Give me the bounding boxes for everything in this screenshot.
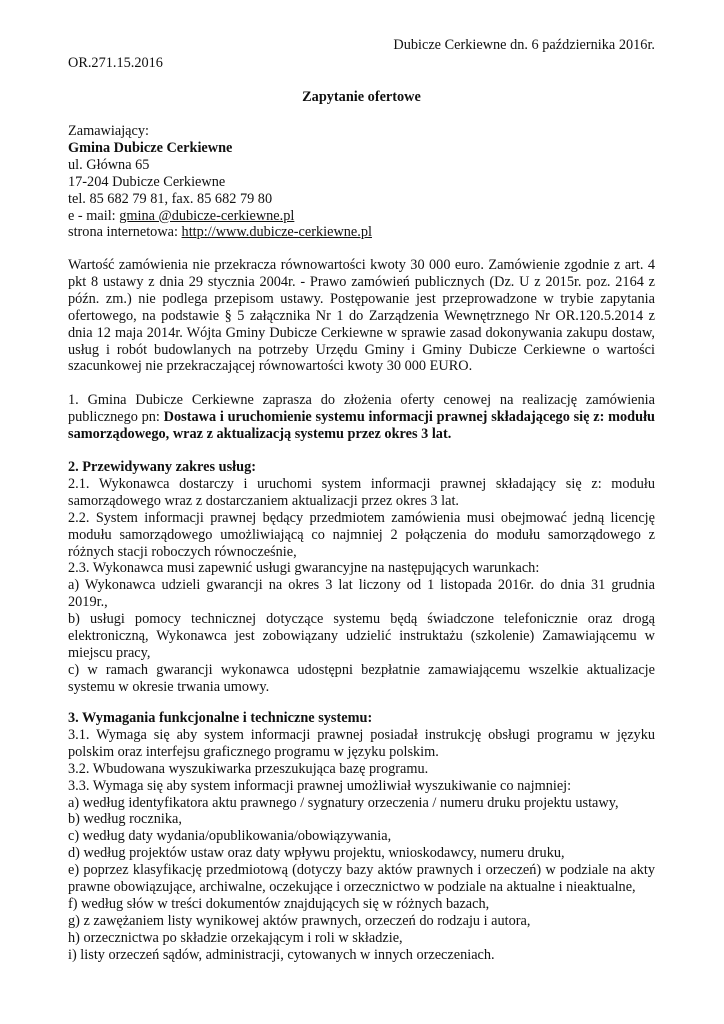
section-1-subject: Dostawa i uruchomienie systemu informacji prawnej składającego się z: modułu samorządowego, wraz z aktualizacją systemu przez okres 3 lat. — [68, 408, 655, 442]
section-1-paragraph — [68, 392, 655, 443]
ordering-party-phone-fax: tel. 85 682 79 81, fax. 85 682 79 80 — [68, 190, 273, 207]
section-1 — [68, 392, 655, 443]
document-page — [68, 0, 655, 1024]
value-paragraph: Wartość zamówienia nie przekracza równowartości kwoty 30 000 euro. Zamówienie zgodnie z art. 4 pkt 8 ustawy z dnia 29 stycznia 2004r. - Prawo zamówień publicznych (Dz. U z 2015r. poz. 2164 z późn. zm.) nie podlega przepisom ustawy. Postępowanie jest przeprowadzone w trybie zapytania ofertowego, na podstawie § 5 załącznika Nr 1 do Zarządzenia Wewnętrznego Nr OR.120.5.2014 z dnia 12 maja 2014r. Wójta Gminy Dubicze Cerkiewne w sprawie zasad dokonywania zakupu dostaw, usług i robót budowlanych na potrzeby Urzędu Gminy i Gminy Dubicze Cerkiewne o wartości szacunkowej nie przekraczającej równowartości kwoty 30 000 EURO. — [68, 257, 655, 375]
ordering-party-street: ul. Główna 65 — [68, 156, 150, 173]
ordering-party-label: Zamawiający: — [68, 123, 149, 139]
section-3-item: i) listy orzeczeń sądów, administracji, cytowanych w innych orzeczeniach. — [68, 946, 495, 963]
value-paragraph-block — [68, 257, 655, 375]
website-label: strona internetowa: — [68, 224, 182, 241]
section-2 — [68, 459, 655, 696]
email-link[interactable]: gmina @dubicze-cerkiewne.pl — [119, 207, 295, 224]
section-3-item: d) według projektów ustaw oraz daty wpływu projektu, wnioskodawcy, numeru druku, — [68, 845, 565, 862]
section-3-item: g) z zawężaniem listy wynikowej aktów prawnych, orzeczeń do rodzaju i autora, — [68, 912, 531, 929]
section-3-item: b) według rocznika, — [68, 811, 182, 828]
section-3-heading: 3. Wymagania funkcjonalne i techniczne systemu: — [68, 710, 373, 726]
ordering-party-website-row — [68, 224, 655, 241]
ordering-party-name: Gmina Dubicze Cerkiewne — [68, 139, 233, 156]
section-2-item: a) Wykonawca udzieli gwarancji na okres 3 lat liczony od 1 listopada 2016r. do dnia 31 grudnia 2019r., — [68, 577, 655, 611]
website-link[interactable]: http://www.dubicze-cerkiewne.pl — [181, 224, 372, 241]
ordering-party-email-row — [68, 208, 655, 225]
section-2-item: c) w ramach gwarancji wykonawca udostępni bezpłatnie zamawiającemu wszelkie aktualizacje systemu w okresie trwania umowy. — [68, 661, 655, 695]
section-3-item: e) poprzez klasyfikację przedmiotową (dotyczy bazy aktów prawnych i orzeczeń) w podziale na akty prawne obowiązujące, archiwalne, oczekujące i orzecznictwo w podziale na aktualne i nieaktualne, — [68, 862, 655, 896]
section-2-item: 2.2. System informacji prawnej będący przedmiotem zamówienia musi obejmować jedną licencję modułu samorządowego umożliwiającą co najmniej 2 połączenia do modułu samorządowego z różnych stacji roboczych równocześnie, — [68, 509, 655, 560]
section-1-intro: 1. Gmina Dubicze Cerkiewne zaprasza do złożenia oferty cenowej na realizację zamówienia publicznego pn: — [68, 392, 655, 425]
section-2-item: 2.1. Wykonawca dostarczy i uruchomi system informacji prawnej składający się z: modułu samorządowego wraz z dostarczaniem aktualizacji przez okres 3 lat. — [68, 475, 655, 509]
date-place: Dubicze Cerkiewne dn. 6 października 2016r. — [393, 37, 655, 53]
email-label: e - mail: — [68, 207, 120, 224]
section-3-item: 3.2. Wbudowana wyszukiwarka przeszukująca bazę programu. — [68, 760, 429, 777]
section-3 — [68, 710, 655, 964]
section-3-item: h) orzecznictwa po składzie orzekającym i roli w składzie, — [68, 929, 403, 946]
section-3-item: a) według identyfikatora aktu prawnego / sygnatury orzeczenia / numeru druku projektu ustawy, — [68, 794, 619, 811]
section-2-item: b) usługi pomocy technicznej dotyczące systemu będą świadczone telefonicznie oraz drogą elektroniczną, Wykonawca jest zobowiązany udzielić instruktażu (szkolenie) Zamawiającemu w miejscu pracy, — [68, 611, 655, 661]
section-3-item: f) według słów w treści dokumentów znajdujących się w różnych bazach, — [68, 895, 490, 912]
section-3-item: 3.3. Wymaga się aby system informacji prawnej umożliwiał wyszukiwanie co najmniej: — [68, 777, 572, 794]
document-title: Zapytanie ofertowe — [302, 89, 421, 105]
ordering-party-block — [68, 123, 655, 241]
section-2-item: 2.3. Wykonawca musi zapewnić usługi gwarancyjne na następujących warunkach: — [68, 560, 540, 577]
reference-number: OR.271.15.2016 — [68, 55, 163, 71]
section-3-item: 3.1. Wymaga się aby system informacji prawnej posiadał instrukcję obsługi programu w języku polskim oraz interfejsu graficznego programu w języku polskim. — [68, 726, 655, 760]
ordering-party-city: 17-204 Dubicze Cerkiewne — [68, 173, 226, 190]
section-2-heading: 2. Przewidywany zakres usług: — [68, 459, 256, 475]
section-3-item: c) według daty wydania/opublikowania/obowiązywania, — [68, 828, 392, 845]
